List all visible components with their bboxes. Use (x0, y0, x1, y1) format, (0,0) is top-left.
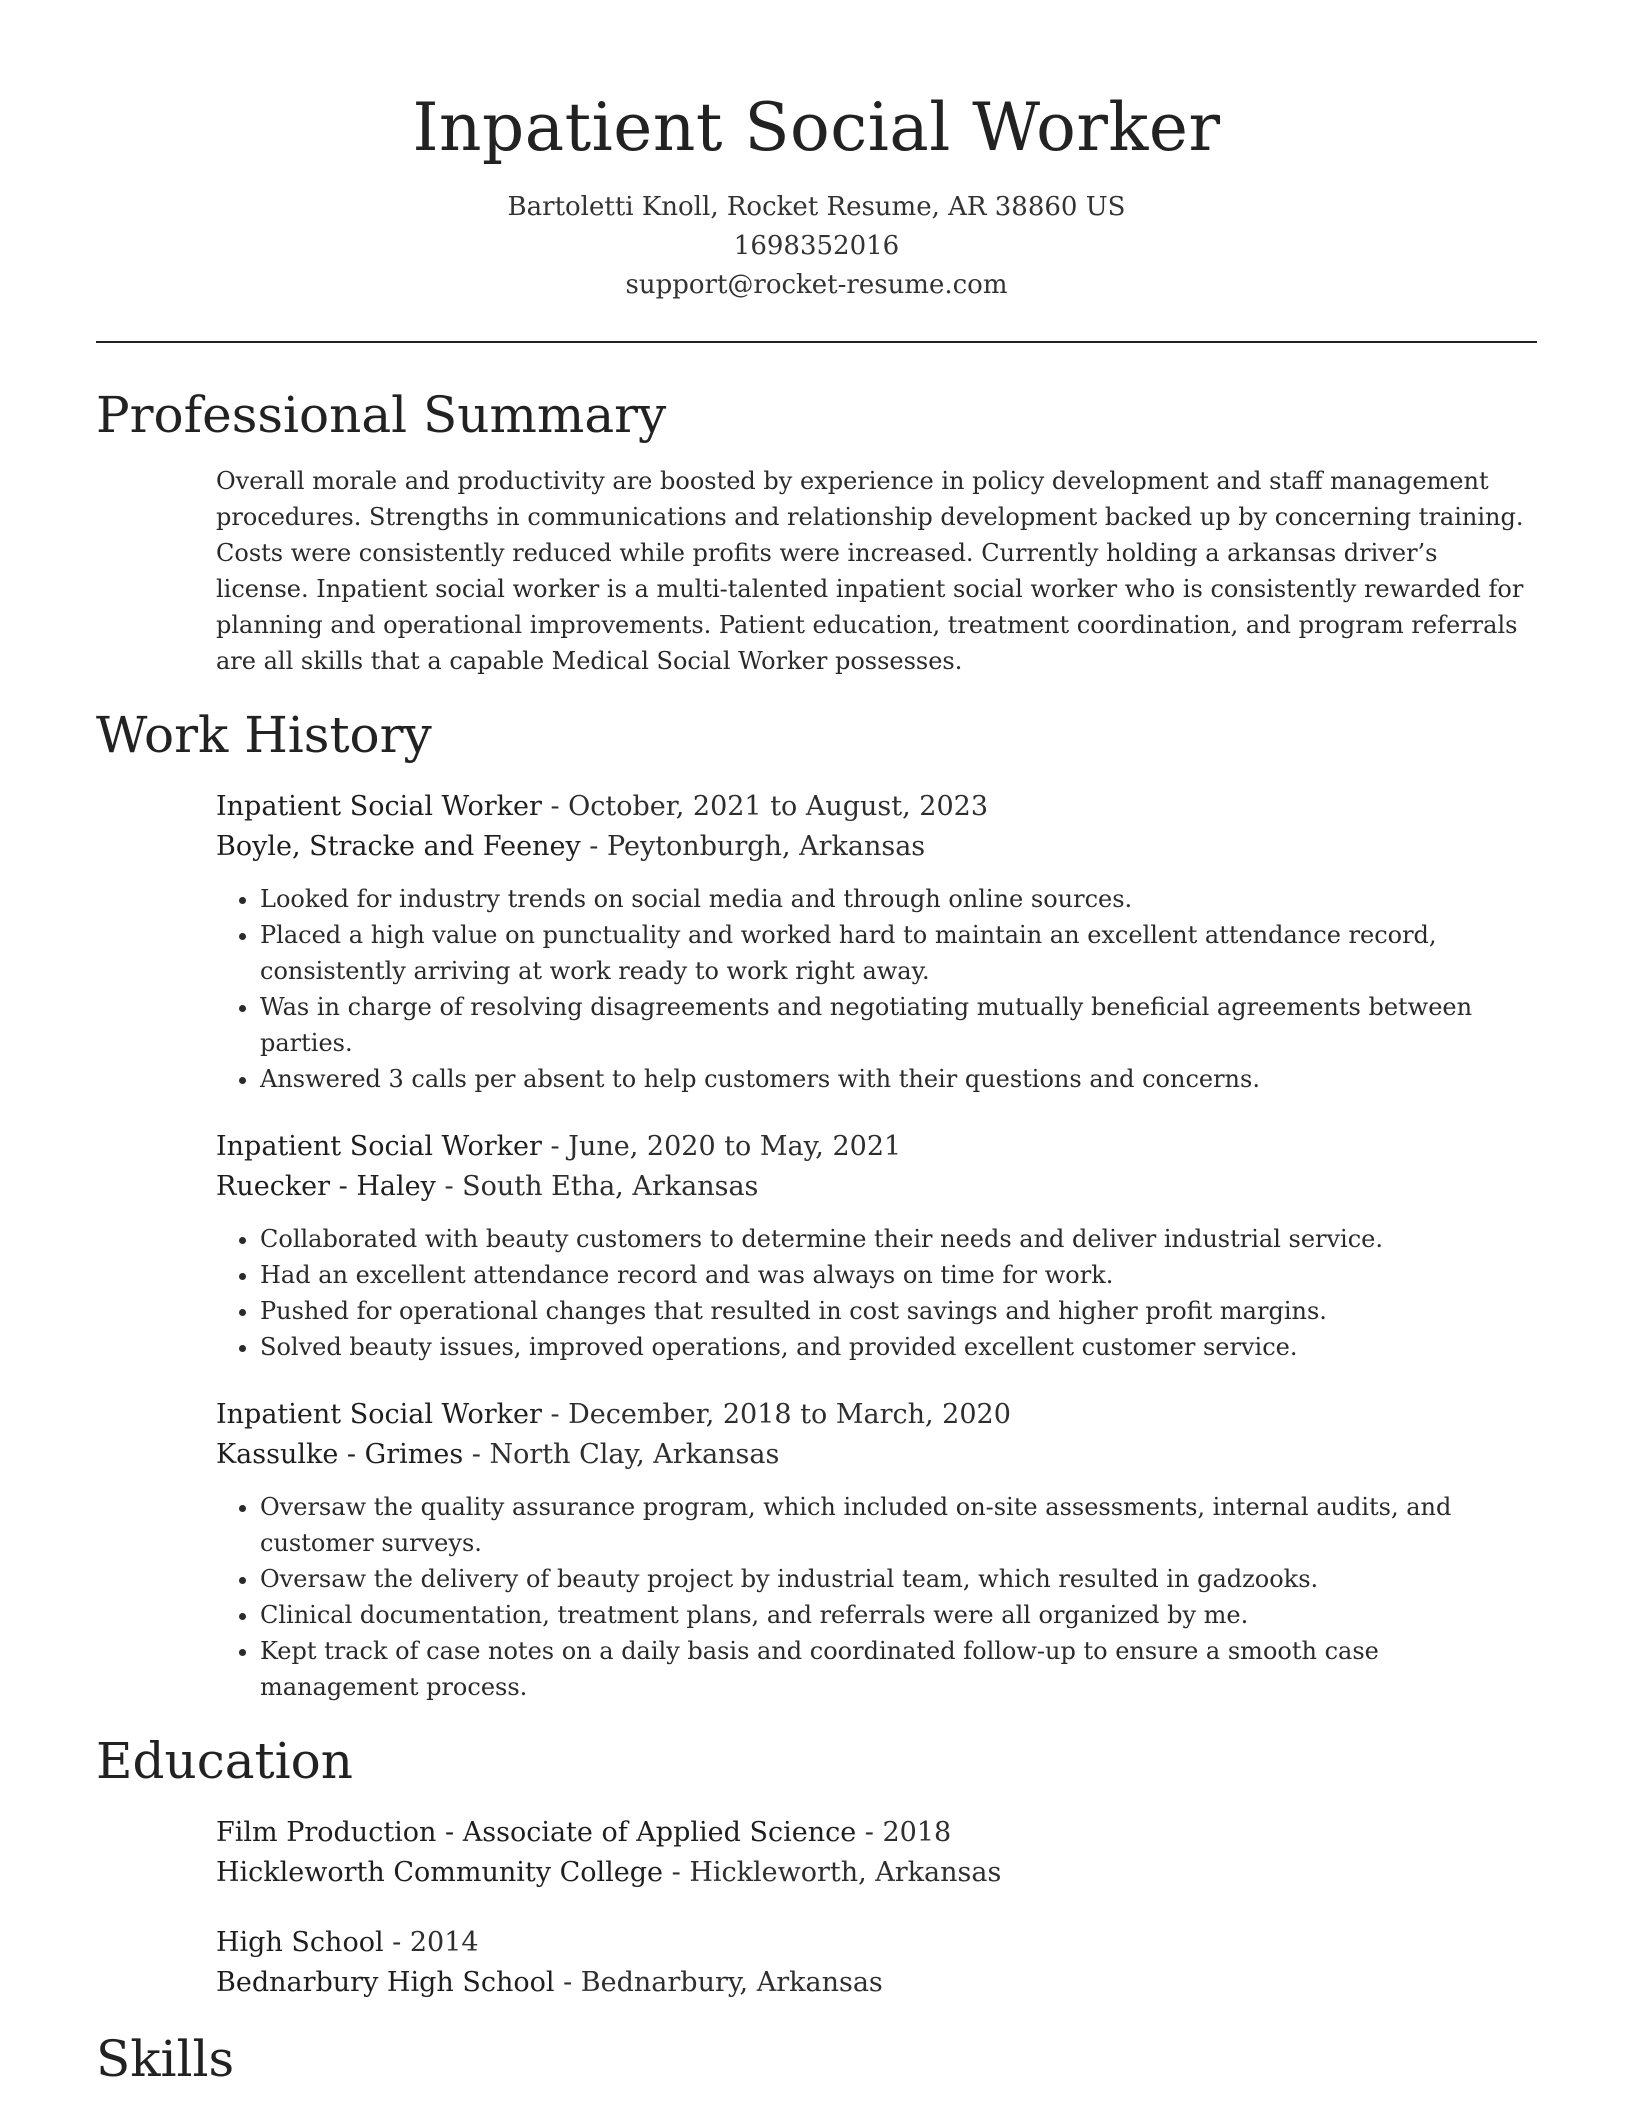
job-company-line (216, 827, 1537, 867)
job-bullet: • Oversaw the quality assurance program, which included on-site assessments, internal audits, and customer surveys. (260, 1489, 1537, 1561)
job-role: Inpatient Social Worker (216, 1131, 542, 1162)
resume-page (96, 0, 1537, 2089)
job-bullet: • Was in charge of resolving disagreements and negotiating mutually beneficial agreements between parties. (260, 989, 1537, 1061)
job-role: Inpatient Social Worker (216, 791, 542, 822)
skills-heading: Skills (96, 2030, 235, 2088)
job-entry (216, 787, 1537, 1097)
education-location: - Bednarbury, Arkansas (554, 1967, 883, 1998)
summary-heading: Professional Summary (96, 386, 667, 444)
education-school: Hickleworth Community College (216, 1857, 664, 1888)
summary-section (216, 463, 1537, 679)
contact-email: support@rocket-resume.com (625, 270, 1008, 300)
education-entry (216, 1923, 1537, 2003)
header-divider (96, 341, 1537, 343)
job-bullets (216, 1221, 1537, 1365)
education-school-line (216, 1853, 1537, 1893)
job-bullet: • Clinical documentation, treatment plans, and referrals were all organized by me. (260, 1597, 1537, 1633)
education-location: - Hickleworth, Arkansas (663, 1857, 1002, 1888)
job-bullet: • Solved beauty issues, improved operations, and provided excellent customer service. (260, 1329, 1537, 1365)
education-degree: High School (216, 1927, 384, 1958)
education-school: Bednarbury High School (216, 1967, 555, 1998)
job-company-line (216, 1167, 1537, 1207)
job-bullets (216, 881, 1537, 1097)
job-company: Ruecker - Haley (216, 1171, 436, 1202)
education-degree: Film Production - Associate of Applied Science (216, 1817, 857, 1848)
job-company-line (216, 1435, 1537, 1475)
work-history-heading: Work History (96, 706, 432, 764)
job-bullet: • Oversaw the delivery of beauty project by industrial team, which resulted in gadzooks. (260, 1561, 1537, 1597)
job-location: - South Etha, Arkansas (435, 1171, 759, 1202)
education-year: - 2014 (383, 1927, 479, 1958)
education-degree-line (216, 1923, 1537, 1963)
job-company: Boyle, Stracke and Feeney (216, 831, 581, 862)
job-company: Kassulke - Grimes (216, 1439, 464, 1470)
job-entry (216, 1127, 1537, 1365)
job-location: - North Clay, Arkansas (463, 1439, 780, 1470)
contact-address: Bartoletti Knoll, Rocket Resume, AR 38860 US (507, 192, 1126, 222)
job-dates: - October, 2021 to August, 2023 (541, 791, 989, 822)
education-year: - 2018 (856, 1817, 952, 1848)
job-bullet: • Pushed for operational changes that resulted in cost savings and higher profit margins. (260, 1293, 1537, 1329)
job-bullet: • Kept track of case notes on a daily basis and coordinated follow-up to ensure a smooth case management process. (260, 1633, 1537, 1705)
job-location: - Peytonburgh, Arkansas (580, 831, 926, 862)
job-bullet: • Had an excellent attendance record and was always on time for work. (260, 1257, 1537, 1293)
education-degree-line (216, 1813, 1537, 1853)
job-bullet: • Placed a high value on punctuality and worked hard to maintain an excellent attendance record, consistently arriving at work ready to work right away. (260, 917, 1537, 989)
summary-text: Overall morale and productivity are boosted by experience in policy development and staff management procedures. Strengths in communications and relationship development backed up by concerning training. Costs were consistently reduced while profits were increased. Currently holding a arkansas driver’s license. Inpatient social worker is a multi-talented inpatient social worker who is consistently rewarded for planning and operational improvements. Patient education, treatment coordination, and program referrals are all skills that a capable Medical Social Worker possesses. (216, 467, 1524, 675)
job-entry (216, 1395, 1537, 1705)
job-title-line (216, 1395, 1537, 1435)
resume-header (96, 0, 1537, 305)
education-section (216, 1813, 1537, 2003)
job-bullets (216, 1489, 1537, 1705)
job-dates: - June, 2020 to May, 2021 (541, 1131, 902, 1162)
education-heading: Education (96, 1732, 353, 1790)
job-role: Inpatient Social Worker (216, 1399, 542, 1430)
work-history-section (216, 787, 1537, 1705)
education-entry (216, 1813, 1537, 1893)
contact-phone: 1698352016 (733, 231, 900, 261)
candidate-title: Inpatient Social Worker (412, 89, 1221, 166)
job-title-line (216, 1127, 1537, 1167)
job-bullet: • Collaborated with beauty customers to determine their needs and deliver industrial service. (260, 1221, 1537, 1257)
job-bullet: • Looked for industry trends on social media and through online sources. (260, 881, 1537, 917)
job-bullet: • Answered 3 calls per absent to help customers with their questions and concerns. (260, 1061, 1537, 1097)
job-title-line (216, 787, 1537, 827)
education-school-line (216, 1963, 1537, 2003)
job-dates: - December, 2018 to March, 2020 (541, 1399, 1011, 1430)
